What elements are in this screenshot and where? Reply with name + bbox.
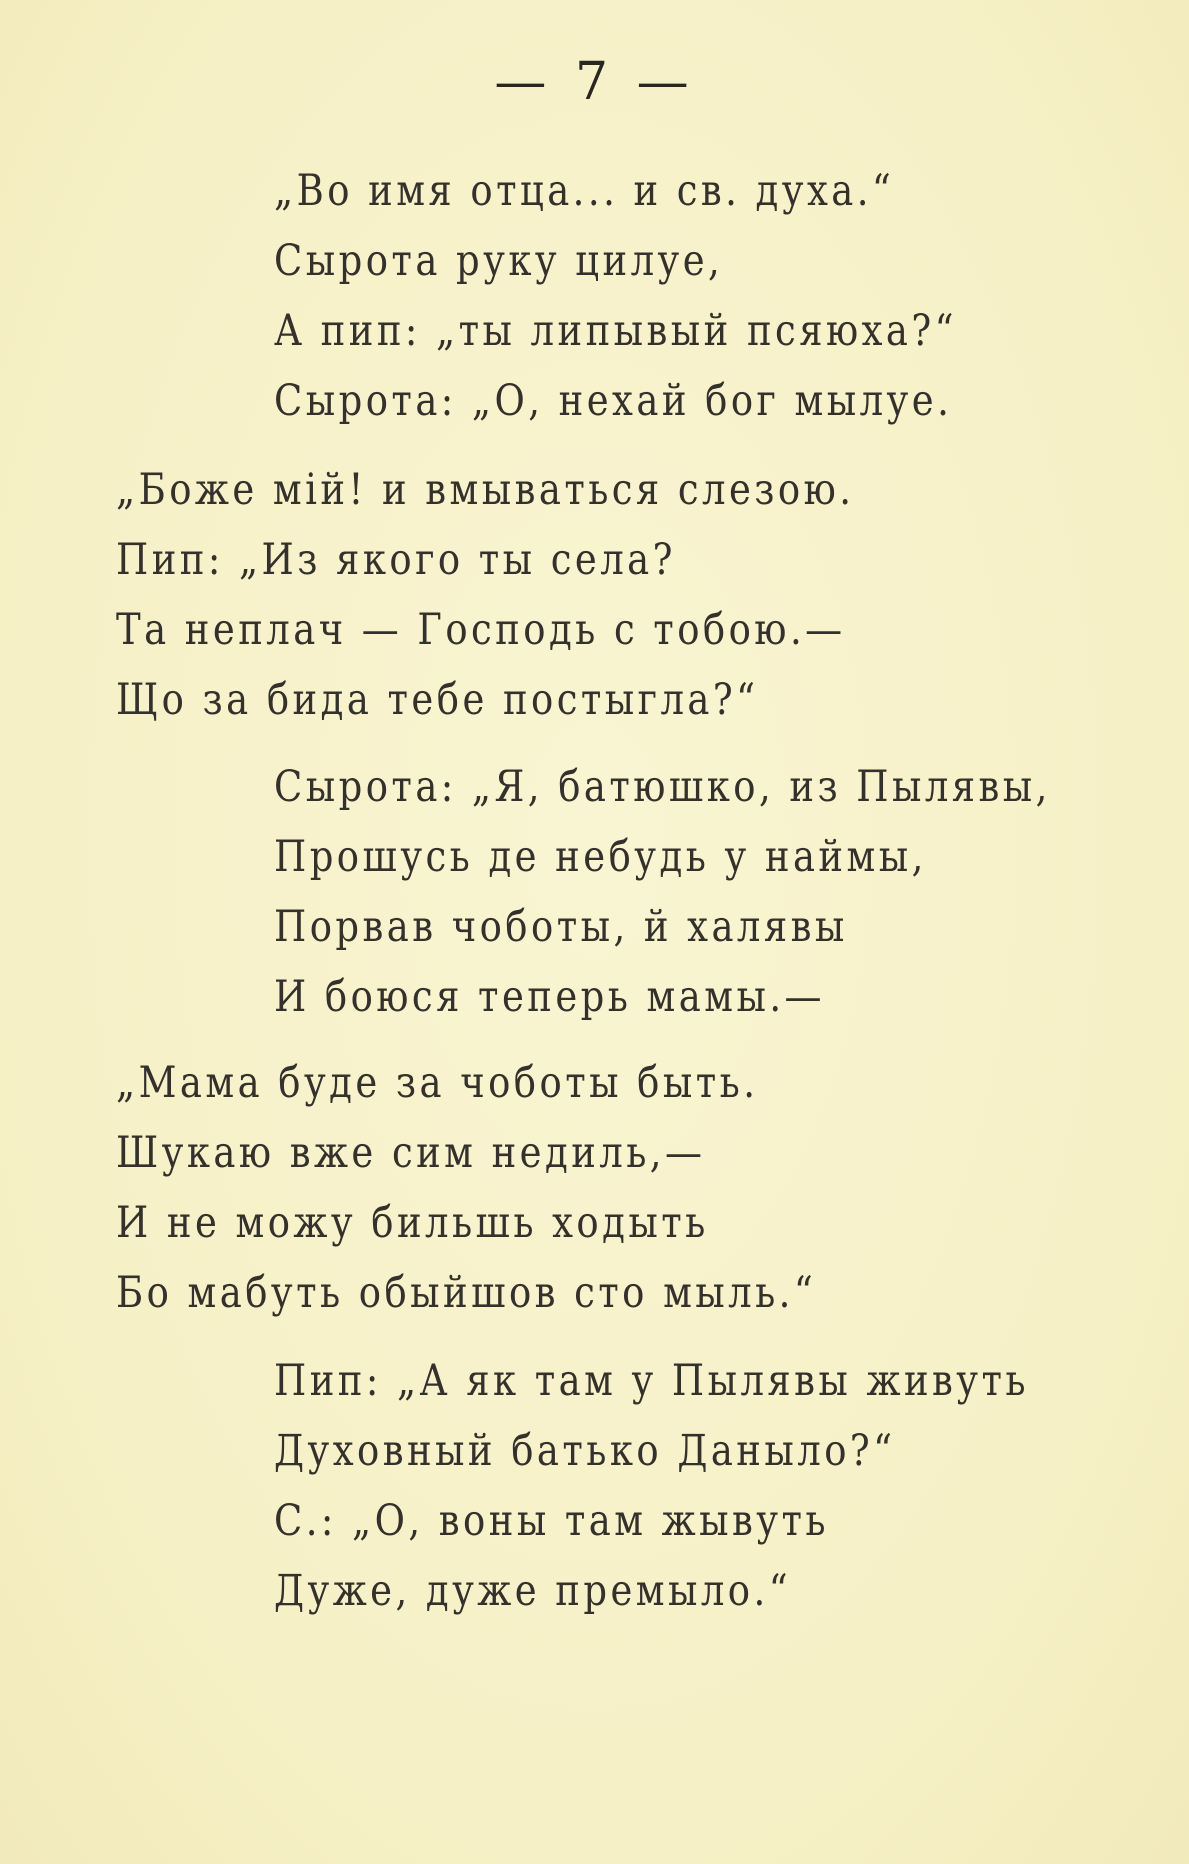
- verse-line: Духовный батько Данылo?“: [274, 1426, 896, 1476]
- verse-line: Пип: „Из якого ты села?: [116, 535, 676, 585]
- verse-line: „Во имя отца... и св. духа.“: [274, 166, 895, 216]
- verse-line: А пип: „ты липывый псяюха?“: [274, 306, 958, 356]
- stanza-1: [274, 156, 1068, 436]
- page-number: — 7 —: [494, 52, 695, 112]
- verse-line: Та неплач — Господь с тобою.—: [116, 605, 846, 655]
- stanza-3: [274, 752, 1177, 1032]
- verse-line: Порвав чоботы, й халявы: [274, 902, 848, 952]
- stanza-5: [274, 1346, 1152, 1626]
- verse-line: Що за бида тебе постыгла?“: [116, 675, 759, 725]
- verse-line: С.: „О, воны там жывуть: [274, 1496, 829, 1546]
- stanza-4: [116, 1048, 930, 1328]
- verse-line: Сырота руку цилуе,: [274, 236, 724, 286]
- verse-line: И не можу бильшь ходыть: [116, 1198, 709, 1248]
- verse-line: Прошусь де небудь у наймы,: [274, 832, 927, 882]
- verse-line: Шукаю вже сим недиль,—: [116, 1128, 706, 1178]
- verse-line: „Боже мій! и вмываться слезою.: [116, 465, 855, 515]
- verse-line: И боюся теперь мамы.—: [274, 972, 825, 1022]
- verse-line: Сырота: „Я, батюшко, из Пылявы,: [274, 762, 1051, 812]
- verse-line: Сырота: „О, нехай бог мылуе.: [274, 376, 953, 426]
- verse-line: Дуже, дуже премыло.“: [274, 1566, 792, 1616]
- stanza-2: [116, 455, 975, 735]
- verse-line: Бо мабуть обыйшов сто мыль.“: [116, 1268, 817, 1318]
- verse-line: „Мама буде за чоботы быть.: [116, 1058, 759, 1108]
- verse-line: Пип: „А як там у Пылявы живуть: [274, 1356, 1029, 1406]
